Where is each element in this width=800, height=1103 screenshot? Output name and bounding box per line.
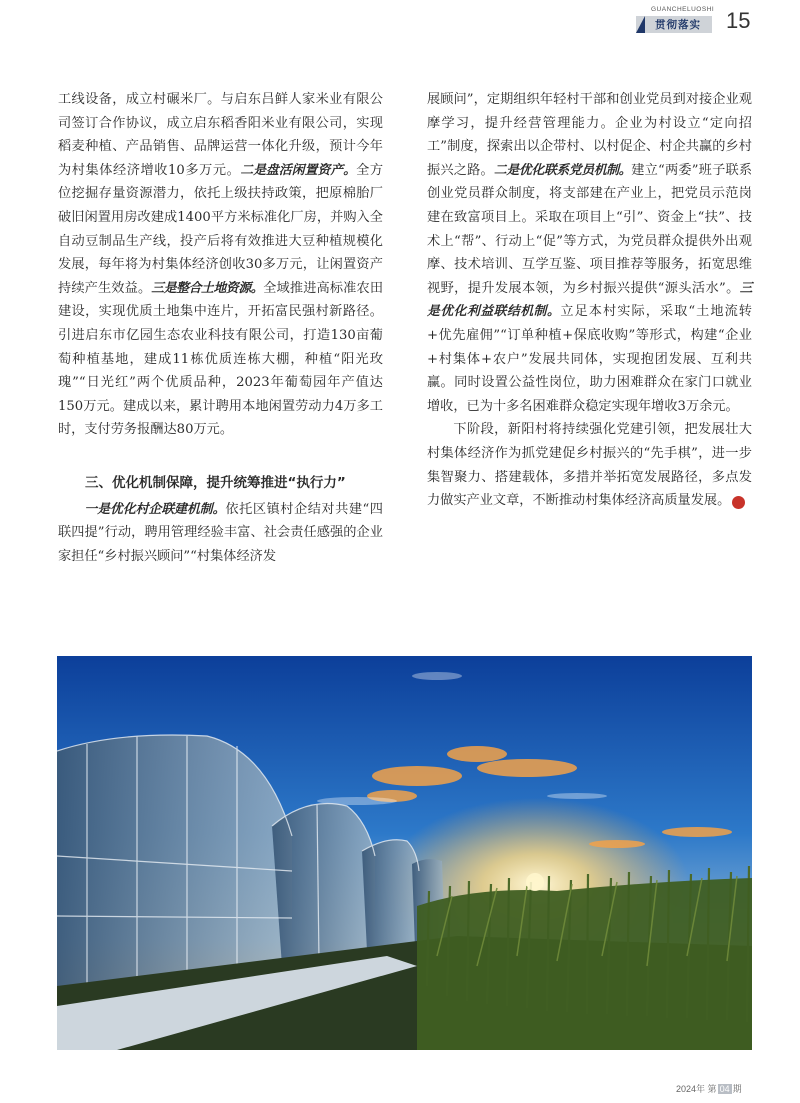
header-triangle-icon: [636, 16, 645, 33]
left-p1-emphasis-1: 二是盘活闲置资产。: [240, 162, 357, 178]
left-paragraph-1: [58, 88, 383, 442]
left-paragraph-2: [58, 498, 383, 569]
footer-issue-prefix: 第: [707, 1084, 717, 1094]
right-text-column: [427, 88, 767, 513]
footer-issue-suffix: 期: [732, 1084, 742, 1094]
left-p1-text-c: 全域推进高标准农田建设，实现优质土地集中连片，开拓富民强村新路径。引进启东市亿园生态农业科技有限公司，打造130亩葡萄种植基地，建成11栋优质连栋大棚，种植“阳光玫瑰”“日光红”两个优质品种，2023年葡萄园年产值达150万元。建成以来，累计聘用本地闲置劳动力4万多工时，支付劳务报酬达80万元。: [58, 280, 384, 438]
left-p2-text: 依托区镇村企结对共建“四联四提”行动，聘用管理经验丰富、社会责任感强的企业家担任“乡村振兴顾问”“村集体经济发: [58, 501, 383, 564]
left-p1-emphasis-2: 三是整合土地资源。: [151, 280, 264, 296]
sun: [526, 873, 544, 891]
left-text-column: [58, 88, 383, 568]
article-end-mark-icon: 君: [732, 496, 745, 509]
greenhouse-sunset-photo: [57, 656, 752, 1050]
header-section-tag: [636, 16, 712, 33]
header-section-pinyin: GUANCHELUOSHI: [651, 6, 715, 13]
right-p1-emphasis-2: 三是优化利益联结机制。: [427, 280, 752, 320]
page-number: 15: [726, 8, 751, 33]
header-section-label: 贯彻落实: [655, 19, 701, 31]
left-p1-text-a: 工线设备，成立村碾米厂。与启东吕鲜人家米业有限公司签订合作协议，成立启东稻香阳米业有限公司，实现稻麦种植、产品销售、品牌运营一体化升级，预计今年为村集体经济增收10多万元。: [58, 92, 383, 178]
right-p2-text: 下阶段，新阳村将持续强化党建引领，把发展壮大村集体经济作为抓党建促乡村振兴的“先手棋”，进一步集智聚力、搭建载体，多措并举拓宽发展路径，多点发力做实产业文章，不断推动村集体经济高质量发展。: [427, 422, 752, 509]
right-p1-text-c: 立足本村实际，采取“土地流转+优先雇佣”“订单种植+保底收购”等形式，构建“企业+村集体+农户”发展共同体，实现抱团发展、互利共赢。同时设置公益性岗位，助力困难群众在家门口就业增收，已为十多名困难群众稳定实现年增收3万余元。: [427, 304, 752, 414]
right-paragraph-1: [427, 88, 752, 418]
right-p1-text-b: 建立“两委”班子联系创业党员群众制度，将支部建在产业上，把党员示范岗建在致富项目上。采取在项目上“引”、资金上“扶”、技术上“帮”、行动上“促”等方式，为党员群众提供外出观摩、技术培训、互学互鉴、项目推荐等服务，拓宽思维视野，提升发展本领，为乡村振兴提供“源头活水”。: [427, 162, 753, 296]
right-paragraph-2: [427, 418, 767, 512]
footer-issue-number: 04: [719, 1084, 730, 1094]
footer-issue: [676, 1082, 742, 1095]
left-p1-text-b: 全方位挖掘存量资源潜力，依托上级扶持政策，把原棉胎厂破旧闲置用房改建成1400平方米标准化厂房，并购入全自动豆制品生产线，投产后将有效推进大豆种植规模化发展，每年将为村集体经济创收30多万元，让闲置资产持续产生效益。: [58, 162, 384, 296]
right-p1-emphasis-1: 二是优化联系党员机制。: [493, 162, 632, 178]
footer-year: 2024年: [676, 1084, 706, 1094]
section-heading: 三、优化机制保障，提升统筹推进“执行力”: [85, 474, 346, 491]
right-p1-text-a: 展顾问”，定期组织年轻村干部和创业党员到对接企业观摩学习，提升经营管理能力。企业为村设立“定向招工”制度，探索出以企带村、以村促企、村企共赢的乡村振兴之路。: [427, 92, 752, 178]
left-p2-emphasis: 一是优化村企联建机制。: [84, 501, 226, 517]
